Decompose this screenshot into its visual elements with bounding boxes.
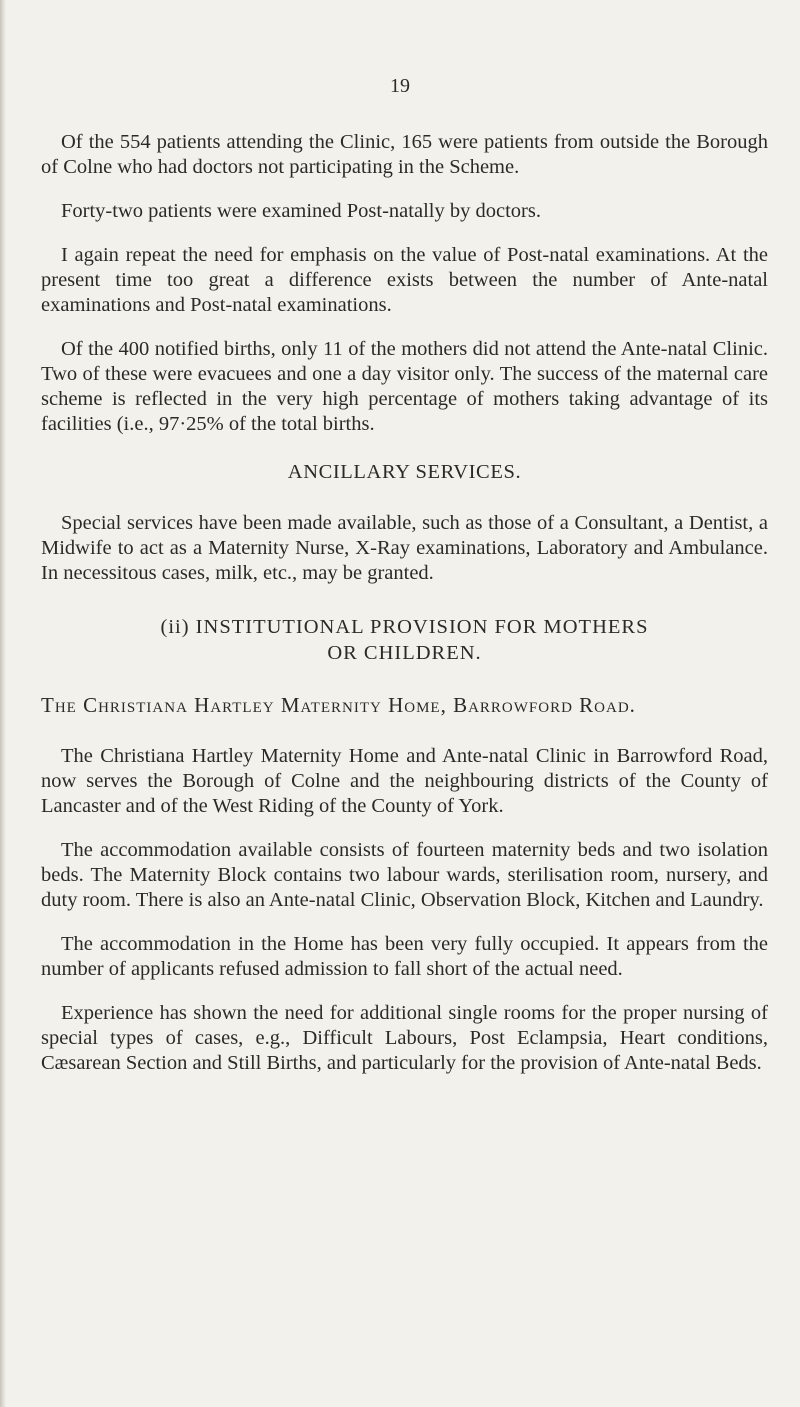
paragraph-post-natal-emphasis: I again repeat the need for emphasis on the value of Post-natal examinations. At the present time too great a difference exists between the number of Ante-natal examinations and Post-natal examinations.	[41, 244, 768, 316]
heading-institutional-line1: (ii) INSTITUTIONAL PROVISION FOR MOTHERS	[160, 616, 649, 638]
paragraph-clinic-patients: Of the 554 patients attending the Clinic, 165 were patients from outside the Borough of Colne who had doctors not participating in the Scheme.	[41, 131, 768, 178]
paragraph-occupancy: The accommodation in the Home has been very fully occupied. It appears from the number of applicants refused admission to fall short of the actual need.	[41, 933, 768, 980]
page-number: 19	[390, 75, 410, 97]
heading-maternity-home: The Christiana Hartley Maternity Home, Barrowford Road.	[41, 693, 636, 717]
paragraph-single-rooms-need: Experience has shown the need for additional single rooms for the proper nursing of special types of cases, e.g., Difficult Labours, Post Eclampsia, Heart conditions, Cæsarean Section and Still Births, and particularly for the provision of Ante-natal Beds.	[41, 1002, 768, 1074]
document-page	[41, 130, 768, 1095]
page-binding-edge	[0, 0, 6, 1407]
heading-institutional-line2: OR CHILDREN.	[327, 642, 482, 664]
heading-ancillary-services: ANCILLARY SERVICES.	[287, 461, 522, 483]
paragraph-maternity-home-service: The Christiana Hartley Maternity Home and Ante-natal Clinic in Barrowford Road, now serves the Borough of Colne and the neighbouring districts of the County of Lancaster and of the West Riding of the County of York.	[41, 745, 768, 817]
paragraph-notified-births: Of the 400 notified births, only 11 of the mothers did not attend the Ante-natal Clinic. Two of these were evacuees and one a day visitor only. The success of the maternal care scheme is reflected in the very high percentage of mothers taking advantage of its facilities (i.e., 97·25% of the total births.	[41, 338, 768, 435]
paragraph-special-services: Special services have been made available, such as those of a Consultant, a Dentist, a Midwife to act as a Maternity Nurse, X-Ray examinations, Laboratory and Ambulance. In necessitous cases, milk, etc., may be granted.	[41, 512, 768, 584]
heading-institutional-provision	[41, 614, 768, 666]
paragraph-accommodation: The accommodation available consists of fourteen maternity beds and two isolation beds. The Maternity Block contains two labour wards, sterilisation room, nursery, and duty room. There is also an Ante-natal Clinic, Observation Block, Kitchen and Laundry.	[41, 839, 768, 911]
paragraph-post-natal-count: Forty-two patients were examined Post-natally by doctors.	[61, 200, 541, 222]
